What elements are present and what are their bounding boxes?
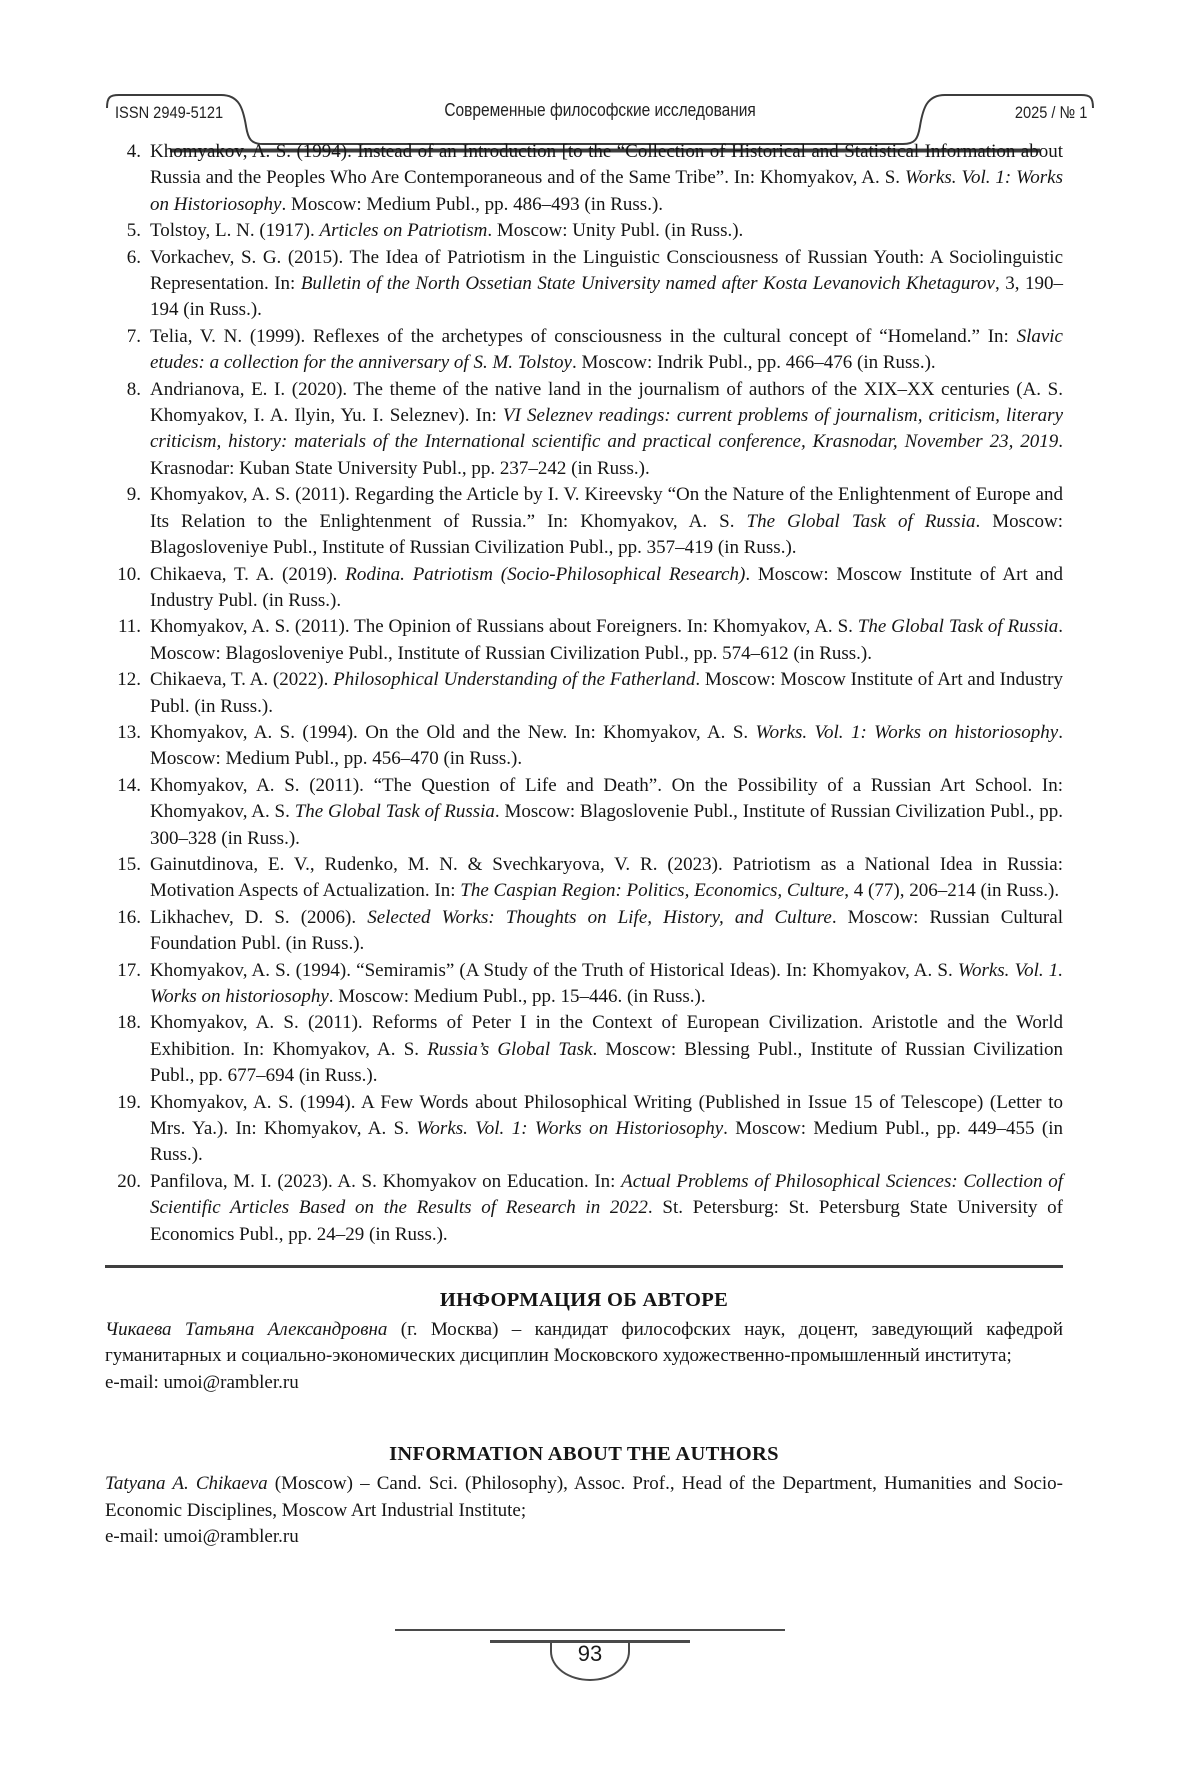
- section-divider: [105, 1265, 1063, 1268]
- issue-label: 2025 / № 1: [1014, 103, 1087, 122]
- reference-number: 12.: [117, 669, 141, 691]
- italic-segment: The Global Task of Russia: [857, 616, 1059, 638]
- text-segment: Chikaeva, T. A. (2022).: [150, 669, 334, 691]
- reference-number: 5.: [126, 220, 141, 242]
- author-info-ru-title: ИНФОРМАЦИЯ ОБ АВТОРЕ: [439, 1289, 729, 1312]
- reference-number: 20.: [117, 1170, 141, 1192]
- page-number: 93: [577, 1641, 603, 1666]
- reference-item: [105, 958, 1063, 1011]
- text-segment: . Moscow: Blagosloveniye Publ., Institute of Russian Civilization Publ., pp. 357–419 (in Russ.).: [150, 510, 1063, 559]
- header-issue: [1003, 103, 1087, 123]
- reference-item: [105, 482, 1063, 561]
- reference-item: [105, 614, 1063, 667]
- reference-item: [105, 720, 1063, 773]
- text-segment: , 4 (77), 206–214 (in Russ.).: [844, 880, 1060, 902]
- reference-number: 7.: [126, 325, 141, 347]
- reference-item: [105, 139, 1063, 218]
- page-content: [105, 139, 1063, 1551]
- reference-number: 4.: [126, 141, 141, 162]
- text-segment: . Moscow: Unity Publ. (in Russ.).: [487, 220, 744, 242]
- author-info-en-paragraph: [105, 1471, 1063, 1524]
- reference-number: 13.: [117, 721, 141, 743]
- italic-segment: Selected Works: Thoughts on Life, History, and Culture: [367, 906, 832, 928]
- italic-segment: Slavic etudes: a collection for the anniversary of S. M. Tolstoy: [150, 325, 1063, 374]
- text-segment: . Krasnodar: Kuban State University Publ., pp. 237–242 (in Russ.).: [150, 431, 1063, 479]
- footer-rule-long: [395, 1629, 785, 1631]
- text-segment: Khomyakov, A. S. (1994). A Few Words about Philosophical Writing (Published in Issue 15 of Telescope) (Letter to Mrs. Ya.). In: Khomyakov, A. S.: [150, 1091, 1063, 1140]
- italic-segment: Works. Vol. 1: Works on historiosophy: [755, 721, 1059, 743]
- reference-item: [105, 324, 1063, 377]
- author-info-ru-email: e-mail: umoi@rambler.ru: [105, 1371, 299, 1393]
- text-segment: . Moscow: Blagosloveniye Publ., Institute of Russian Civilization Publ., pp. 574–612 (in Russ.).: [150, 616, 1063, 664]
- text-segment: Khomyakov, A. S. (1994). Instead of an Introduction [to the “Collection of Historical and Statistical Information about Russia and the Peoples Who Are Contemporaneous and of the Same Tribe”. In: Khomyakov, A. S.: [150, 141, 1063, 189]
- text-segment: Khomyakov, A. S. (2011). The Opinion of Russians about Foreigners. In: Khomyakov, A. S.: [150, 616, 858, 638]
- text-segment: Khomyakov, A. S. (2011). “The Question of Life and Death”. On the Possibility of a Russian Art School. In: Khomyakov, A. S.: [150, 774, 1063, 823]
- reference-number: 6.: [126, 246, 141, 268]
- text-segment: . Moscow: Blessing Publ., Institute of Russian Civilization Publ., pp. 677–694 (in Russ.).: [150, 1038, 1064, 1087]
- text-segment: Khomyakov, A. S. (2011). Regarding the Article by I. V. Kireevsky “On the Nature of the Enlightenment of Europe and Its Relation to the Enlightenment of Russia.” In: Khomyakov, A. S.: [150, 484, 1063, 532]
- reference-item: [105, 773, 1063, 852]
- page-number-badge: [550, 1641, 630, 1681]
- reference-number: 15.: [117, 853, 141, 875]
- reference-number: 17.: [117, 959, 141, 981]
- italic-segment: The Global Task of Russia: [746, 510, 976, 532]
- italic-segment: Rodina. Patriotism (Socio-Philosophical Research): [345, 563, 746, 585]
- reference-item: [105, 852, 1063, 905]
- reference-item: [105, 1169, 1063, 1248]
- text-segment: . Moscow: Blagoslovenie Publ., Institute of Russian Civilization Publ., pp. 300–328 (in Russ.).: [150, 801, 1063, 849]
- author-info-ru-paragraph: [105, 1317, 1063, 1370]
- reference-item: [105, 562, 1063, 615]
- text-segment: Panfilova, M. I. (2023). A. S. Khomyakov on Education. In:: [150, 1170, 622, 1192]
- journal-title-label: Современные философские исследования: [444, 100, 756, 120]
- italic-segment: The Caspian Region: Politics, Economics, Culture: [460, 880, 845, 902]
- text-segment: (Moscow) – Cand. Sci. (Philosophy), Assoc. Prof., Head of the Department, Humanities and Socio-Economic Disciplines, Moscow Art Industrial Institute;: [105, 1473, 1063, 1521]
- reference-item: [105, 1090, 1063, 1169]
- page-footer: [395, 1629, 785, 1681]
- text-segment: . Moscow: Medium Publ., pp. 456–470 (in Russ.).: [150, 721, 1063, 770]
- italic-segment: Articles on Patriotism: [319, 220, 488, 242]
- italic-segment: Actual Problems of Philosophical Sciences: Collection of Scientific Articles Based on the Results of Research in 2022: [150, 1170, 1063, 1219]
- issn-label: ISSN 2949-5121: [115, 103, 224, 122]
- text-segment: . Moscow: Medium Publ., pp. 15–446. (in Russ.).: [328, 986, 706, 1007]
- text-segment: . Moscow: Moscow Institute of Art and Industry Publ. (in Russ.).: [150, 669, 1063, 717]
- text-segment: . Moscow: Russian Cultural Foundation Publ. (in Russ.).: [150, 906, 1063, 955]
- reference-number: 8.: [126, 378, 141, 400]
- text-segment: Andrianova, E. I. (2020). The theme of the native land in the journalism of authors of the XIX–XX centuries (A. S. Khomyakov, I. A. Ilyin, Yu. I. Seleznev). In:: [150, 378, 1063, 427]
- section-gap: [105, 1396, 1063, 1422]
- reference-number: 16.: [117, 906, 141, 928]
- text-segment: Telia, V. N. (1999). Reflexes of the archetypes of consciousness in the cultural concept of “Homeland.” In:: [150, 325, 1017, 347]
- text-segment: . Moscow: Moscow Institute of Art and Industry Publ. (in Russ.).: [150, 563, 1063, 611]
- reference-number: 18.: [117, 1012, 141, 1034]
- text-segment: Likhachev, D. S. (2006).: [150, 906, 368, 928]
- italic-segment: VI Seleznev readings: current problems of journalism, criticism, literary criticism, history: materials of the International scientific and practical conference, Krasnodar, November 23, 2019: [150, 405, 1063, 453]
- header-journal-title: [103, 100, 1097, 121]
- text-segment: . St. Petersburg: St. Petersburg State University of Economics Publ., pp. 24–29 (in Russ.).: [150, 1197, 1063, 1245]
- reference-item: [105, 245, 1063, 324]
- text-segment: Khomyakov, A. S. (1994). “Semiramis” (A Study of the Truth of Historical Ideas). In: Khomyakov, A. S.: [150, 959, 958, 981]
- text-segment: Khomyakov, A. S. (2011). Reforms of Peter I in the Context of European Civilization. Aristotle and the World Exhibition. In: Khomyakov, A. S.: [150, 1012, 1063, 1060]
- text-segment: Tolstoy, L. N. (1917).: [150, 220, 320, 242]
- text-segment: . Moscow: Medium Publ., pp. 486–493 (in Russ.).: [281, 193, 664, 215]
- text-segment: , 3, 190–194 (in Russ.).: [150, 273, 1063, 321]
- author-info-en-title: INFORMATION ABOUT THE AUTHORS: [389, 1443, 779, 1466]
- reference-number: 10.: [117, 563, 141, 585]
- italic-segment: Works. Vol. 1. Works on historiosophy: [150, 959, 1063, 1007]
- reference-number: 19.: [117, 1091, 141, 1113]
- reference-item: [105, 377, 1063, 483]
- italic-segment: Bulletin of the North Ossetian State University named after Kosta Levanovich Khetagurov: [300, 273, 995, 295]
- reference-number: 11.: [117, 616, 141, 638]
- reference-item: [105, 218, 1063, 244]
- text-segment: Chikaeva, T. A. (2019).: [150, 563, 346, 585]
- text-segment: . Moscow: Indrik Publ., pp. 466–476 (in Russ.).: [572, 352, 936, 374]
- reference-number: 14.: [117, 774, 141, 796]
- italic-segment: Works. Vol. 1: Works on Historiosophy: [416, 1118, 724, 1140]
- text-segment: Khomyakov, A. S. (1994). On the Old and the New. In: Khomyakov, A. S.: [150, 721, 756, 743]
- italic-segment: The Global Task of Russia: [294, 801, 495, 823]
- reference-number: 9.: [126, 484, 141, 506]
- text-segment: (г. Москва) – кандидат философских наук, доцент, заведующий кафедрой гуманитарных и социально-экономических дисциплин Московского художественно-промышленный института;: [105, 1319, 1063, 1367]
- reference-item: [105, 905, 1063, 958]
- reference-item: [105, 667, 1063, 720]
- text-segment: Vorkachev, S. G. (2015). The Idea of Patriotism in the Linguistic Consciousness of Russian Youth: A Sociolinguistic Representation. In:: [150, 246, 1063, 295]
- reference-item: [105, 1010, 1063, 1089]
- italic-segment: Works. Vol. 1: Works on Historiosophy: [150, 167, 1063, 215]
- italic-segment: Russia’s Global Task: [427, 1038, 593, 1060]
- text-segment: . Moscow: Medium Publ., pp. 449–455 (in Russ.).: [150, 1118, 1064, 1166]
- text-segment: Gainutdinova, E. V., Rudenko, M. N. & Svechkaryova, V. R. (2023). Patriotism as a National Idea in Russia: Motivation Aspects of Actualization. In:: [150, 853, 1063, 902]
- italic-segment: Philosophical Understanding of the Fatherland: [333, 669, 696, 691]
- author-info-en-email: e-mail: umoi@rambler.ru: [105, 1526, 299, 1548]
- italic-segment: Чикаева Татьяна Александровна: [105, 1319, 388, 1341]
- references-list: [105, 139, 1063, 1248]
- italic-segment: Tatyana A. Chikaeva: [105, 1473, 268, 1495]
